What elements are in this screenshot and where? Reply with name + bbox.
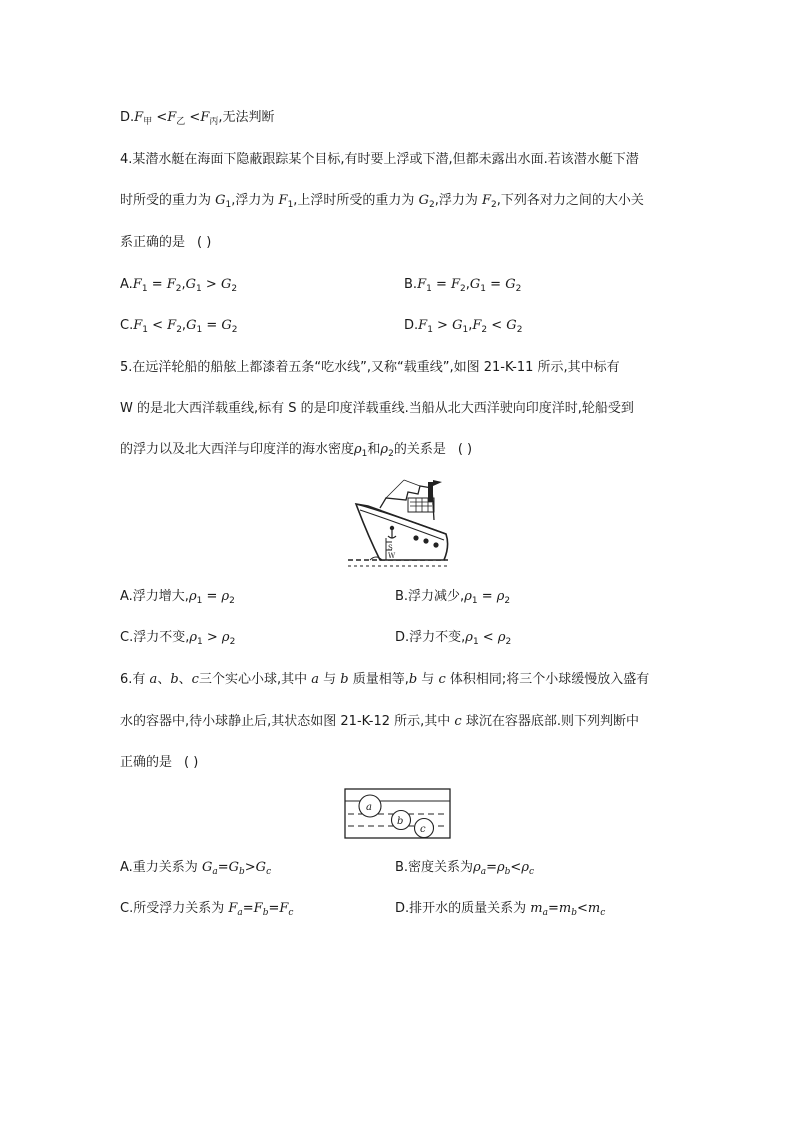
answer-paren: ( )	[457, 442, 473, 457]
q6-option-a: A.重力关系为 $G_a=G_b>G_c$	[120, 860, 272, 877]
q5-stem-line1: 5.在远洋轮船的船舷上都漆着五条“吃水线”,又称“载重线”,如图 21-K-11 所示,其中标有	[120, 360, 620, 375]
q4-option-a: $A.F_1 = F_2,G_1 > G_2$	[120, 277, 238, 294]
q6-option-c: C.所受浮力关系为 $F_a=F_b=F_c$	[120, 901, 294, 918]
q6-option-d: D.排开水的质量关系为 $m_a=m_b<m_c$	[395, 901, 606, 918]
q4-option-d: $D.F_1 > G_1,F_2 < G_2$	[404, 318, 523, 335]
q6-stem-line3: 正确的是 ( )	[120, 755, 199, 770]
container-figure	[344, 788, 452, 840]
q5-stem-line3: 的浮力以及北大西洋与印度洋的海水密度$\rho_1$和$\rho_2$的关系是 ( )	[120, 442, 473, 459]
ship-label-w: W	[388, 552, 396, 560]
q4-stem-line2: 时所受的重力为 $G_1$,浮力为 $F_1$,上浮时所受的重力为 $G_2$,浮力为 $F_2$,下列各对力之间的大小关	[120, 193, 644, 210]
q5-option-d: D.浮力不变$,\rho_1 < \rho_2$	[395, 630, 512, 647]
q4-option-b: $B.F_1 = F_2,G_1 = G_2$	[404, 277, 522, 294]
q6-option-b: B.密度关系为$\rho_a=\rho_b<\rho_c$	[395, 860, 535, 877]
q4-option-c: $C.F_1 < F_2,G_1 = G_2$	[120, 318, 238, 335]
q5-option-a: A.浮力增大$,\rho_1 = \rho_2$	[120, 589, 235, 606]
ship-figure	[346, 476, 450, 568]
ball-c-label: c	[420, 824, 426, 835]
q3-option-d: $D.F_甲 <F_乙 <F_丙$,无法判断	[120, 110, 275, 127]
ship-label-s: S	[388, 544, 393, 552]
q5-stem-line2: W 的是北大西洋载重线,标有 S 的是印度洋载重线.当船从北大西洋驶向印度洋时,轮船受到	[120, 401, 634, 416]
q6-stem-line1: 6.有 a、b、c三个实心小球,其中 a 与 b 质量相等,b 与 c 体积相同;将三个小球缓慢放入盛有	[120, 672, 650, 687]
q6-stem-line2: 水的容器中,待小球静止后,其状态如图 21-K-12 所示,其中 c 球沉在容器底部.则下列判断中	[120, 714, 639, 729]
ball-b-label: b	[397, 816, 404, 827]
q5-option-c: C.浮力不变$,\rho_1 > \rho_2$	[120, 630, 236, 647]
answer-paren: ( )	[197, 235, 212, 250]
ball-a-label: a	[366, 802, 372, 813]
q5-option-b: B.浮力减少$,\rho_1 = \rho_2$	[395, 589, 511, 606]
q4-stem-line3: 系正确的是 ( )	[120, 235, 212, 250]
answer-paren: ( )	[184, 755, 199, 770]
q4-stem-line1: 4.某潜水艇在海面下隐蔽跟踪某个目标,有时要上浮或下潜,但都未露出水面.若该潜水艇下潜	[120, 152, 639, 167]
